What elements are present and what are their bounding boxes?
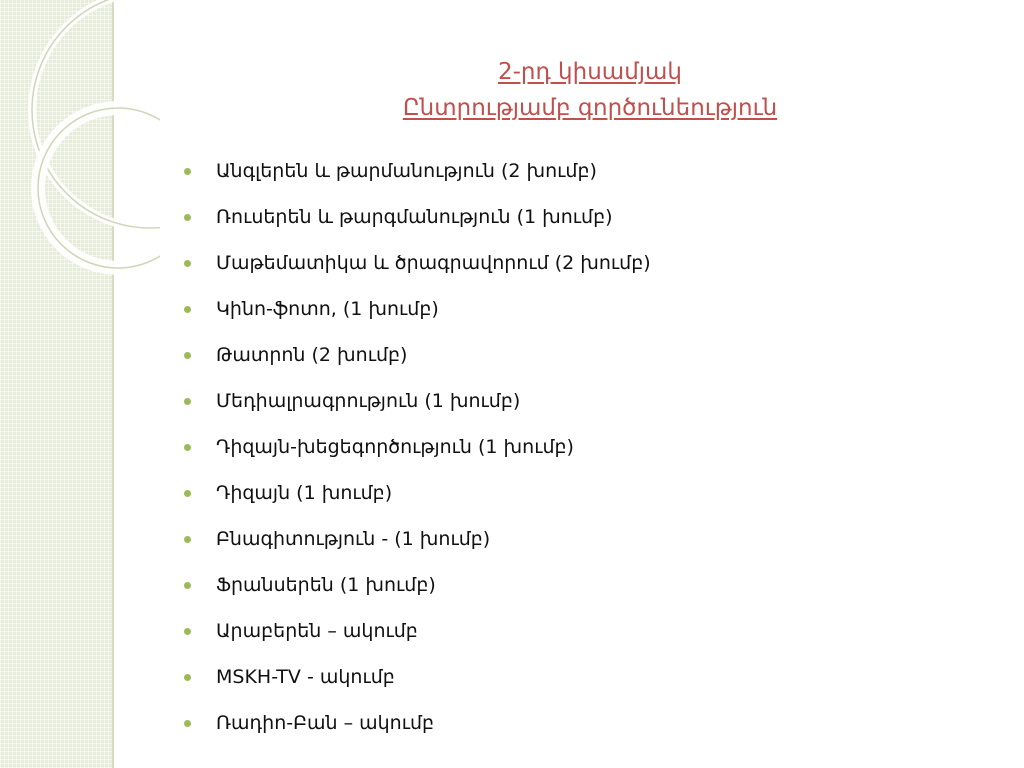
decorative-circles-icon <box>0 0 160 340</box>
list-item-text: Անգլերեն և թարմանություն (2 խումբ) <box>216 160 597 182</box>
bullet-dot-icon <box>184 260 191 267</box>
list-item <box>182 608 651 654</box>
bullet-dot-icon <box>184 214 191 221</box>
list-item-text: Կինո-ֆոտո, (1 խումբ) <box>216 298 439 320</box>
list-item <box>182 286 651 332</box>
list-item <box>182 562 651 608</box>
list-item-text: Ռուսերեն և թարգմանություն (1 խումբ) <box>216 206 613 228</box>
bullet-dot-icon <box>184 582 191 589</box>
list-item-text: Ֆրանսերեն (1 խումբ) <box>216 574 436 596</box>
list-item <box>182 378 651 424</box>
list-item <box>182 470 651 516</box>
list-item-text: MSKH-TV - ակումբ <box>216 666 395 688</box>
list-item-text: Ռադիո-Բան – ակումբ <box>216 712 435 734</box>
list-item <box>182 516 651 562</box>
list-item <box>182 194 651 240</box>
list-item-text: Դիզայն (1 խումբ) <box>216 482 393 504</box>
title-line-2: Ընտրությամբ գործունեություն <box>402 95 778 121</box>
list-item-text: Մաթեմատիկա և ծրագրավորում (2 խումբ) <box>216 252 651 274</box>
bullet-dot-icon <box>184 628 191 635</box>
bullet-dot-icon <box>184 168 191 175</box>
bullet-dot-icon <box>184 720 191 727</box>
list-item <box>182 332 651 378</box>
list-item <box>182 240 651 286</box>
bullet-dot-icon <box>184 398 191 405</box>
title-line-1: 2-րդ կիսամյակ <box>497 59 682 85</box>
list-item <box>182 424 651 470</box>
bullet-dot-icon <box>184 352 191 359</box>
list-item-text: Մեդիալրագրություն (1 խումբ) <box>216 390 521 412</box>
list-item <box>182 654 651 700</box>
list-item-text: Դիզայն-խեցեգործություն (1 խումբ) <box>216 436 574 458</box>
bullet-dot-icon <box>184 444 191 451</box>
list-item-text: Արաբերեն – ակումբ <box>216 620 418 642</box>
slide-title <box>300 54 880 126</box>
bullet-dot-icon <box>184 674 191 681</box>
list-item-text: Թատրոն (2 խումբ) <box>216 344 408 366</box>
list-item <box>182 700 651 746</box>
activity-list <box>182 148 651 746</box>
bullet-dot-icon <box>184 536 191 543</box>
bullet-dot-icon <box>184 306 191 313</box>
bullet-dot-icon <box>184 490 191 497</box>
list-item <box>182 148 651 194</box>
list-item-text: Բնագիտություն - (1 խումբ) <box>216 528 491 550</box>
